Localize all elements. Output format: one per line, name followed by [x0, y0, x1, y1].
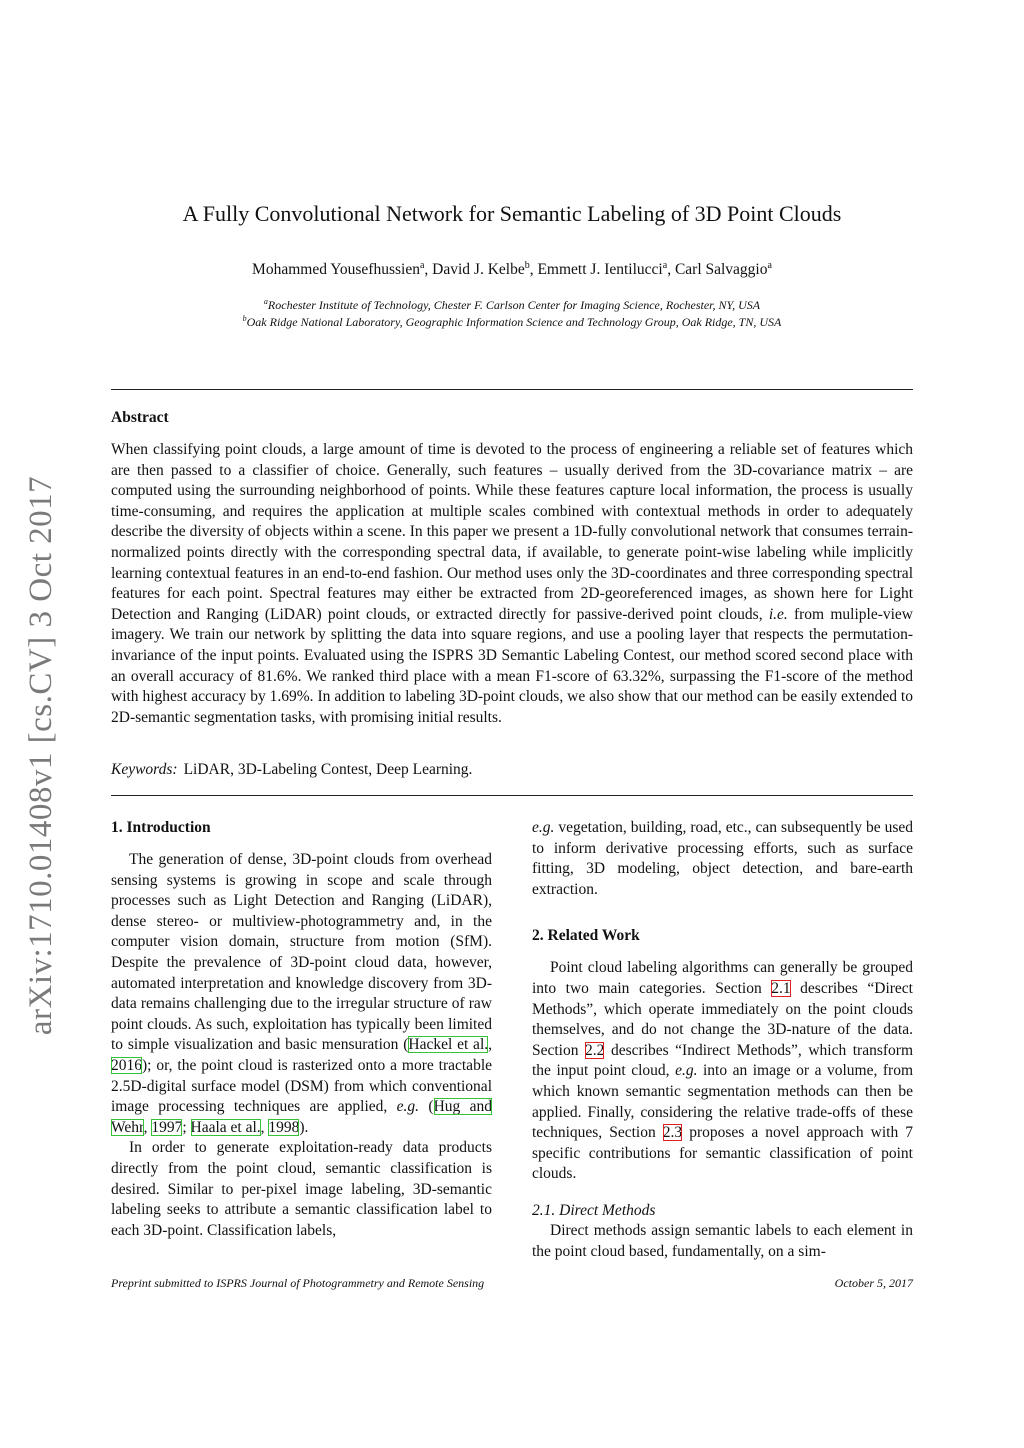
keywords-label: Keywords: [111, 761, 178, 778]
abstract-heading: Abstract [111, 409, 169, 426]
author-name: David J. Kelbe [432, 261, 525, 279]
intro-paragraph-2: In order to generate exploitation-ready data products directly from the point cloud, semantic classification is desired. Similar to per-pixel image labeling, 3D-semantic labeling seeks to attribute a semantic classification label to each 3D-point. Classification labels, [111, 1139, 492, 1239]
author-name: Carl Salvaggio [674, 261, 768, 279]
author-affil-mark: a [662, 260, 668, 271]
keywords-text: LiDAR, 3D-Labeling Contest, Deep Learning. [183, 761, 473, 778]
abstract-top-rule [111, 389, 913, 390]
footer-date: October 5, 2017 [834, 1276, 913, 1290]
direct-methods-paragraph: Direct methods assign semantic labels to each element in the point cloud based, fundamentally, on a sim- [532, 1221, 913, 1260]
section-ref-link[interactable]: 2.3 [662, 1124, 683, 1142]
arxiv-sidebar [12, 460, 72, 1050]
author-affil-mark: b [524, 260, 530, 271]
intro-paragraph-1: The generation of dense, 3D-point clouds from overhead sensing systems is growing in scope and scale through processes such as Light Detection and Ranging (LiDAR), dense stereo- or multiview-photogrammetry and, in the computer vision domain, structure from motion (SfM). Despite the prevalence of 3D-point cloud data, however, automated interpretation and knowledge discovery from 3D-data remains challenging due to the irregular structure of raw point clouds. As such, exploitation has typically been limited to simple visualization and basic mensuration (Hackel et al., 2016); or, the point cloud is rasterized onto a more tractable 2.5D-digital surface model (DSM) from which conventional image processing techniques are applied, e.g. (Hug and Wehr, 1997; Haala et al., 1998). [111, 851, 492, 1136]
abstract-bottom-rule [111, 795, 913, 796]
affiliation-a: $^a$Rochester Institute of Technology, Chester F. Carlson Center for Imaging Science, Rochester, NY, USA [263, 297, 761, 312]
footer-journal: Preprint submitted to ISPRS Journal of Photogrammetry and Remote Sensing [111, 1276, 485, 1290]
section-heading-related-work: 2. Related Work [532, 927, 640, 945]
citation-year-link[interactable]: 1998 [268, 1118, 300, 1136]
author-name: Emmett J. Ientilucci [537, 261, 663, 279]
author-affil-mark: a [767, 260, 772, 271]
subsection-heading-direct-methods: 2.1. Direct Methods [532, 1201, 656, 1219]
section-ref-link[interactable]: 2.2 [585, 1041, 605, 1059]
author-list: Mohammed Yousefhussien$^a$, David J. Kelbe$^b$, Emmett J. Ientilucci$^a$, Carl Salvaggio$^a$ [252, 260, 772, 279]
citation-link[interactable]: Hackel et al. [408, 1036, 489, 1054]
author-affil-mark: a [419, 260, 425, 271]
author-name: Mohammed Yousefhussien [252, 261, 420, 279]
related-work-paragraph: Point cloud labeling algorithms can generally be grouped into two main categories. Section 2.1 describes “Direct Methods”, which operate immediately on the point clouds themselves, and do not change the 3D-nature of the data. Section 2.2 describes “Indirect Methods”, which transform the input point cloud, e.g. into an image or a volume, from which known semantic segmentation methods can then be applied. Finally, considering the relative trade-offs of these techniques, Section 2.3 proposes a novel approach with 7 specific contributions for semantic classification of point clouds. [532, 959, 914, 1183]
section-heading-introduction: 1. Introduction [111, 819, 211, 836]
abstract-body: When classifying point clouds, a large amount of time is devoted to the process of engineering a reliable set of features which are then passed to a classifier of choice. Generally, such features – usually derived from the 3D-covariance matrix – are computed using the surrounding neighborhood of points. While these features capture local information, the process is usually time-consuming, and requires the application at multiple scales combined with contextual methods in order to adequately describe the diversity of objects within a scene. In this paper we present a 1D-fully convolutional network that consumes terrain-normalized points directly with the corresponding spectral data, if available, to generate point-wise labeling while implicitly learning contextual features in an end-to-end fashion. Our method uses only the 3D-coordinates and three corresponding spectral features for each point. Spectral features may either be extracted from 2D-georeferenced images, as shown here for Light Detection and Ranging (LiDAR) point clouds, or extracted directly for passive-derived point clouds, i.e. from muliple-view imagery. We train our network by splitting the data into square regions, and use a pooling layer that respects the permutation-invariance of the input points. Evaluated using the ISPRS 3D Semantic Labeling Contest, our method scored second place with an overall accuracy of 81.6%. We ranked third place with a mean F1-score of 63.32%, surpassing the F1-score of the method with highest accuracy by 1.69%. In addition to labeling 3D-point clouds, we also show that our method can be easily extended to 2D-semantic segmentation tasks, with promising initial results. [111, 441, 913, 726]
citation-link[interactable]: Hug and Wehr [111, 1098, 492, 1136]
left-column [111, 818, 492, 1241]
citation-link[interactable]: Haala et al. [190, 1118, 261, 1136]
keywords [111, 761, 472, 779]
section-ref-link[interactable]: 2.1 [771, 979, 791, 997]
arxiv-identifier: arXiv:1710.01408v1 [cs.CV] 3 Oct 2017 [23, 475, 60, 1035]
intro-continuation: e.g. vegetation, building, road, etc., can subsequently be used to inform derivative processing efforts, such as surface fitting, 3D modeling, object detection, and bare-earth extraction. [532, 819, 913, 898]
right-column [532, 818, 913, 1262]
paper-title: A Fully Convolutional Network for Semantic Labeling of 3D Point Clouds [182, 201, 842, 226]
affiliation-b: $^b$Oak Ridge National Laboratory, Geographic Information Science and Technology Group, Oak Ridge, TN, USA [242, 314, 782, 329]
citation-year-link[interactable]: 2016 [111, 1056, 142, 1074]
citation-year-link[interactable]: 1997 [151, 1118, 183, 1136]
